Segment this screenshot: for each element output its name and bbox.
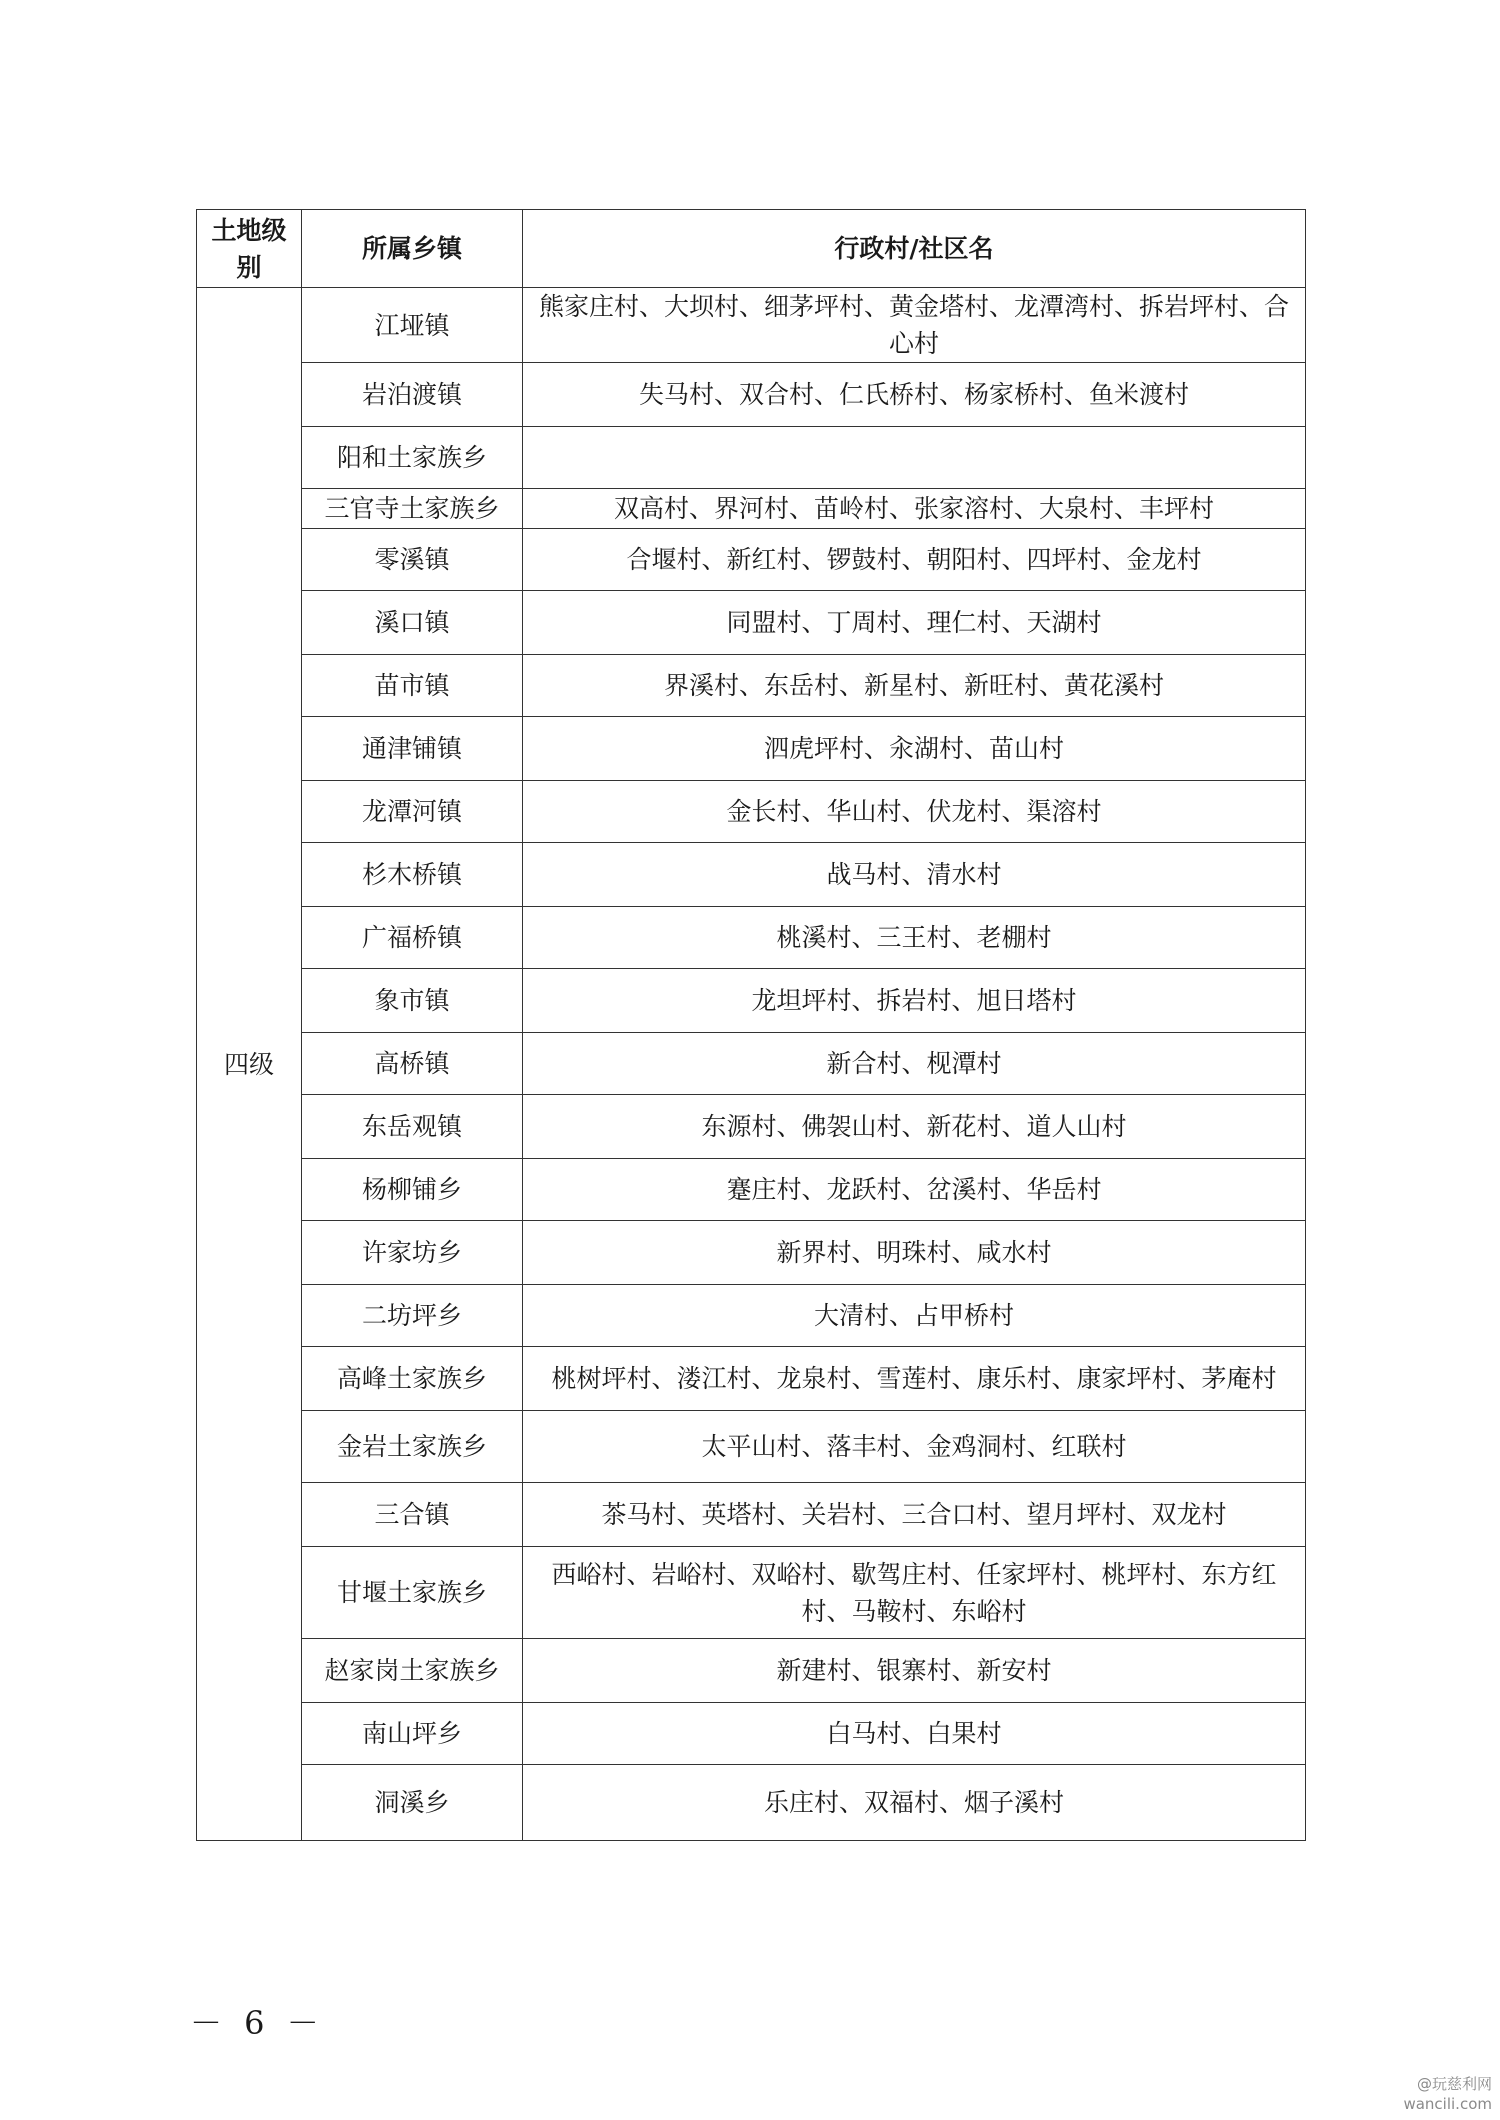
land-level-table xyxy=(196,209,1306,1841)
table-row xyxy=(197,655,1306,717)
town-cell: 江垭镇 xyxy=(302,288,523,363)
town-cell: 广福桥镇 xyxy=(302,907,523,969)
table-row xyxy=(197,529,1306,591)
table-row xyxy=(197,1033,1306,1095)
town-cell: 龙潭河镇 xyxy=(302,781,523,843)
town-cell: 零溪镇 xyxy=(302,529,523,591)
town-cell: 杨柳铺乡 xyxy=(302,1159,523,1221)
town-cell: 溪口镇 xyxy=(302,591,523,655)
villages-cell: 桃溪村、三王村、老棚村 xyxy=(523,907,1306,969)
table-header-row xyxy=(197,210,1306,288)
table-row xyxy=(197,717,1306,781)
villages-cell: 蹇庄村、龙跃村、岔溪村、华岳村 xyxy=(523,1159,1306,1221)
table-row xyxy=(197,1347,1306,1411)
table-row xyxy=(197,1547,1306,1639)
watermark-line1: @玩慈利网 xyxy=(1416,2075,1492,2093)
town-cell: 阳和土家族乡 xyxy=(302,427,523,489)
header-town: 所属乡镇 xyxy=(302,210,523,288)
town-cell: 二坊坪乡 xyxy=(302,1285,523,1347)
table-row xyxy=(197,781,1306,843)
table-row xyxy=(197,489,1306,529)
villages-cell: 太平山村、落丰村、金鸡洞村、红联村 xyxy=(523,1411,1306,1483)
villages-cell: 大清村、占甲桥村 xyxy=(523,1285,1306,1347)
villages-cell: 界溪村、东岳村、新星村、新旺村、黄花溪村 xyxy=(523,655,1306,717)
town-cell: 岩泊渡镇 xyxy=(302,363,523,427)
villages-cell xyxy=(523,427,1306,489)
town-cell: 象市镇 xyxy=(302,969,523,1033)
town-cell: 金岩土家族乡 xyxy=(302,1411,523,1483)
villages-cell: 熊家庄村、大坝村、细茅坪村、黄金塔村、龙潭湾村、拆岩坪村、合心村 xyxy=(523,288,1306,363)
land-level-cell: 四级 xyxy=(197,288,302,1841)
villages-cell: 合堰村、新红村、锣鼓村、朝阳村、四坪村、金龙村 xyxy=(523,529,1306,591)
town-cell: 三官寺土家族乡 xyxy=(302,489,523,529)
villages-cell: 新建村、银寨村、新安村 xyxy=(523,1639,1306,1703)
table-row xyxy=(197,591,1306,655)
town-cell: 苗市镇 xyxy=(302,655,523,717)
table-row xyxy=(197,1095,1306,1159)
watermark-line2: wancili.com xyxy=(1403,2095,1492,2113)
town-cell: 高峰土家族乡 xyxy=(302,1347,523,1411)
villages-cell: 西峪村、岩峪村、双峪村、歇驾庄村、任家坪村、桃坪村、东方红村、马鞍村、东峪村 xyxy=(523,1547,1306,1639)
villages-cell: 茶马村、英塔村、关岩村、三合口村、望月坪村、双龙村 xyxy=(523,1483,1306,1547)
villages-cell: 东源村、佛袈山村、新花村、道人山村 xyxy=(523,1095,1306,1159)
villages-cell: 新界村、明珠村、咸水村 xyxy=(523,1221,1306,1285)
villages-cell: 同盟村、丁周村、理仁村、天湖村 xyxy=(523,591,1306,655)
page-number: － 6 － xyxy=(190,2004,325,2042)
town-cell: 洞溪乡 xyxy=(302,1765,523,1841)
villages-cell: 泗虎坪村、汆湖村、苗山村 xyxy=(523,717,1306,781)
town-cell: 通津铺镇 xyxy=(302,717,523,781)
table-row xyxy=(197,1639,1306,1703)
table-row xyxy=(197,363,1306,427)
table-row xyxy=(197,1285,1306,1347)
villages-cell: 龙坦坪村、拆岩村、旭日塔村 xyxy=(523,969,1306,1033)
watermark xyxy=(1403,2074,1492,2114)
table-row xyxy=(197,1221,1306,1285)
town-cell: 许家坊乡 xyxy=(302,1221,523,1285)
town-cell: 三合镇 xyxy=(302,1483,523,1547)
table-row xyxy=(197,1411,1306,1483)
villages-cell: 失马村、双合村、仁氏桥村、杨家桥村、鱼米渡村 xyxy=(523,363,1306,427)
villages-cell: 战马村、清水村 xyxy=(523,843,1306,907)
header-land-level: 土地级别 xyxy=(197,210,302,288)
table-body xyxy=(197,288,1306,1841)
table-row xyxy=(197,843,1306,907)
villages-cell: 桃树坪村、溇江村、龙泉村、雪莲村、康乐村、康家坪村、茅庵村 xyxy=(523,1347,1306,1411)
villages-cell: 白马村、白果村 xyxy=(523,1703,1306,1765)
town-cell: 高桥镇 xyxy=(302,1033,523,1095)
town-cell: 赵家岗土家族乡 xyxy=(302,1639,523,1703)
town-cell: 南山坪乡 xyxy=(302,1703,523,1765)
table-row xyxy=(197,1159,1306,1221)
town-cell: 东岳观镇 xyxy=(302,1095,523,1159)
villages-cell: 新合村、枧潭村 xyxy=(523,1033,1306,1095)
table-row xyxy=(197,907,1306,969)
table-row xyxy=(197,969,1306,1033)
table-row xyxy=(197,1703,1306,1765)
villages-cell: 乐庄村、双福村、烟子溪村 xyxy=(523,1765,1306,1841)
table-row xyxy=(197,288,1306,363)
table-row xyxy=(197,1765,1306,1841)
town-cell: 杉木桥镇 xyxy=(302,843,523,907)
table-row xyxy=(197,1483,1306,1547)
villages-cell: 双高村、界河村、苗岭村、张家溶村、大泉村、丰坪村 xyxy=(523,489,1306,529)
villages-cell: 金长村、华山村、伏龙村、渠溶村 xyxy=(523,781,1306,843)
table-row xyxy=(197,427,1306,489)
town-cell: 甘堰土家族乡 xyxy=(302,1547,523,1639)
header-villages: 行政村/社区名 xyxy=(523,210,1306,288)
